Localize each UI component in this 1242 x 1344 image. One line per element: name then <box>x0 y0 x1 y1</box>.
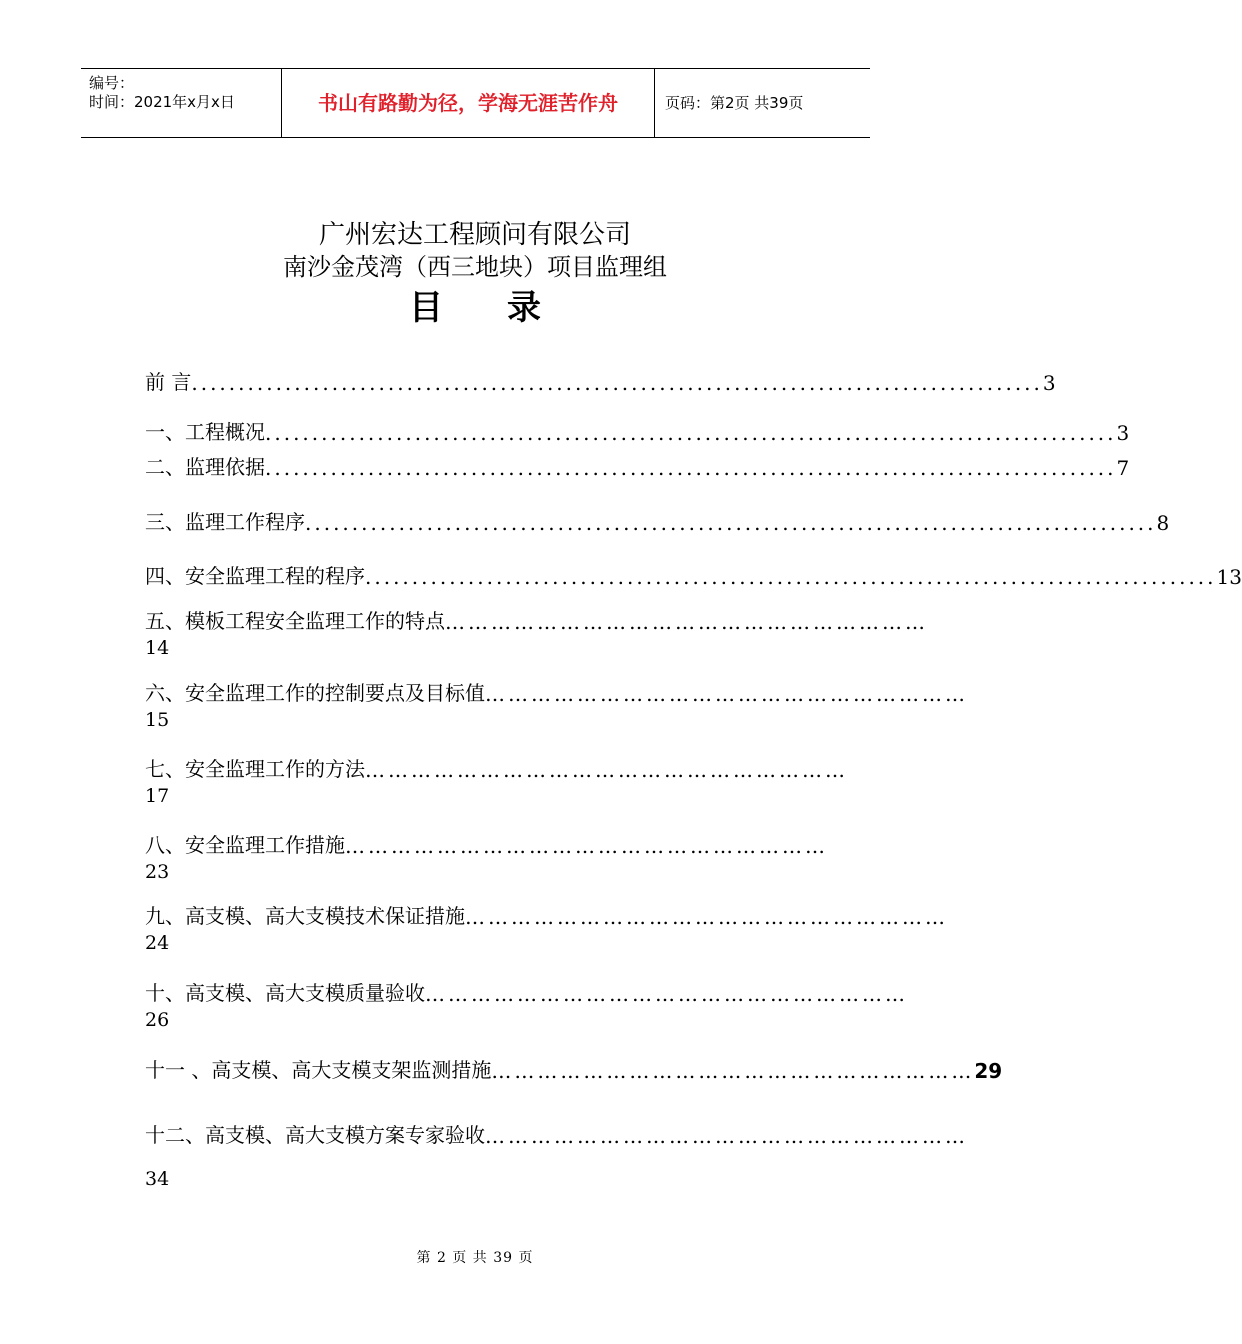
toc-entry-label: 七、安全监理工作的方法 <box>145 757 365 781</box>
header-motto: 书山有路勤为径，学海无涯苦作舟 <box>282 69 655 137</box>
toc-entry[interactable] <box>145 680 968 706</box>
toc-leader-dots: ……………………………………………………… <box>465 905 948 929</box>
toc-leader-dots: ……………………………………………………… <box>345 834 828 858</box>
company-title: 广州宏达工程顾问有限公司 <box>318 220 631 250</box>
toc-entry-label: 四、安全监理工程的程序 <box>145 564 365 588</box>
toc-leader-dots: ……………………………………………………… <box>365 758 848 782</box>
toc-entry-page: 24 <box>145 932 170 954</box>
toc-entry[interactable] <box>145 608 928 634</box>
toc-entry[interactable] <box>145 1122 968 1148</box>
toc-leader-dots: ……………………………………………………… <box>485 682 968 706</box>
toc-leader-dots: ........................................................................................... <box>365 565 1217 589</box>
toc-leader-dots: ……………………………………………………… <box>491 1059 975 1083</box>
header-meta-cell <box>81 69 282 137</box>
toc-leader-dots: ........................................................................................... <box>191 371 1043 395</box>
toc-entry-page: 3 <box>1116 421 1130 445</box>
toc-entry-page: 29 <box>974 1059 1003 1083</box>
header-page-info: 页码：第2页 共39页 <box>665 94 804 112</box>
serial-label: 编号： <box>89 74 135 92</box>
toc-entry-label: 五、模板工程安全监理工作的特点 <box>145 609 445 633</box>
toc-leader-dots: ……………………………………………………… <box>485 1124 968 1148</box>
toc-leader-dots: ……………………………………………………… <box>445 610 928 634</box>
toc-entry-label: 十、高支模、高大支模质量验收 <box>145 981 425 1005</box>
toc-entry[interactable] <box>145 832 828 858</box>
toc-entry[interactable] <box>145 980 908 1006</box>
toc-entry-page: 14 <box>145 637 170 659</box>
toc-entry-page: 34 <box>145 1168 170 1190</box>
toc-entry-label: 八、安全监理工作措施 <box>145 833 345 857</box>
toc-entry-label: 三、监理工作程序 <box>145 510 305 534</box>
toc-entry[interactable] <box>145 1057 1003 1083</box>
toc-entry-label: 一、工程概况 <box>145 420 265 444</box>
toc-entry-label: 十二、高支模、高大支模方案专家验收 <box>145 1123 485 1147</box>
toc-entry-label: 九、高支模、高大支模技术保证措施 <box>145 904 465 928</box>
time-label: 时间：2021年x月x日 <box>89 93 235 111</box>
toc-leader-dots: ........................................................................................... <box>305 511 1157 535</box>
toc-entry-page: 17 <box>145 785 170 807</box>
toc-entry-label: 六、安全监理工作的控制要点及目标值 <box>145 681 485 705</box>
toc-entry[interactable] <box>145 903 948 929</box>
toc-entry[interactable] <box>145 509 1170 535</box>
toc-entry-page: 15 <box>145 709 170 731</box>
toc-entry-label: 前 言 <box>145 370 192 394</box>
toc-entry-label: 十一 、高支模、高大支模支架监测措施 <box>145 1058 492 1082</box>
toc-entry[interactable] <box>145 563 1242 589</box>
toc-entry-page: 13 <box>1216 565 1242 589</box>
toc-entry-page: 23 <box>145 861 170 883</box>
toc-entry-page: 26 <box>145 1009 170 1031</box>
toc-leader-dots: ........................................................................................... <box>265 421 1117 445</box>
toc-entry[interactable] <box>145 369 1056 395</box>
page-footer: 第 2 页 共 39 页 <box>416 1250 534 1266</box>
page-header <box>81 68 870 138</box>
toc-leader-dots: ........................................................................................... <box>265 456 1117 480</box>
toc-entry-label: 二、监理依据 <box>145 455 265 479</box>
toc-entry-page: 7 <box>1116 456 1130 480</box>
toc-entry[interactable] <box>145 756 848 782</box>
toc-entry[interactable] <box>145 419 1130 445</box>
toc-leader-dots: ……………………………………………………… <box>425 982 908 1006</box>
project-title: 南沙金茂湾（西三地块）项目监理组 <box>283 253 667 281</box>
toc-entry-page: 3 <box>1042 371 1056 395</box>
toc-entry-page: 8 <box>1156 511 1170 535</box>
toc-heading: 目录 <box>409 288 605 328</box>
toc-entry[interactable] <box>145 454 1130 480</box>
